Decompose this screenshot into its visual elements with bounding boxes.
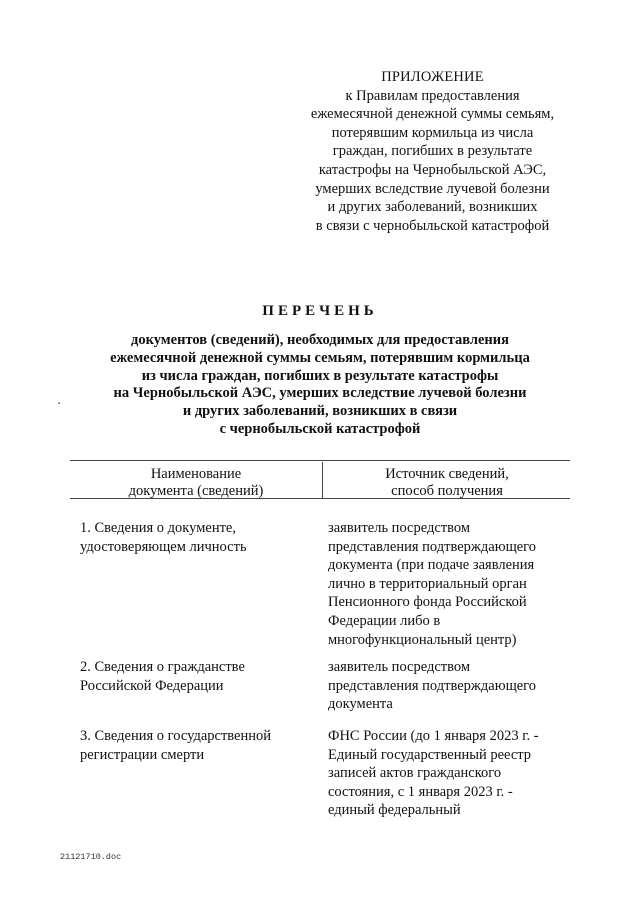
table-row-2-source <box>328 658 578 714</box>
source-cell-line: заявитель посредством <box>328 520 471 536</box>
document-cell-line: 3. Сведения о государственной <box>80 728 272 744</box>
footer-filename: 21121710.doc <box>60 852 122 862</box>
table-row-1-document <box>80 519 310 556</box>
source-cell-line: Федерации либо в <box>328 612 441 629</box>
source-cell-line: Единый государственный реестр <box>328 746 532 763</box>
subtitle-line: с чернобыльской катастрофой <box>219 420 421 437</box>
subtitle-line: и других заболеваний, возникших в связи <box>182 403 458 420</box>
appendix-line: потерявшим кормильца из числа <box>331 124 534 141</box>
column-header-document <box>70 466 322 500</box>
appendix-line: умерших вследствие лучевой болезни <box>315 180 550 197</box>
source-cell-line: представления подтверждающего <box>328 677 537 694</box>
column-header-line: Источник сведений, <box>385 466 509 482</box>
table-row-1-source <box>328 519 578 649</box>
source-cell-line: документа <box>328 696 393 713</box>
appendix-block <box>300 68 565 235</box>
source-cell-line: заявитель посредством <box>328 659 471 675</box>
source-cell-line: документа (при подаче заявления <box>328 557 535 574</box>
appendix-line: к Правилам предоставления <box>345 87 520 104</box>
table-header-rule <box>70 498 570 499</box>
table-column-divider <box>322 462 323 498</box>
document-cell-line: 2. Сведения о гражданстве <box>80 659 245 675</box>
source-cell-line: многофункциональный центр) <box>328 631 517 648</box>
appendix-heading: ПРИЛОЖЕНИЕ <box>381 69 484 85</box>
appendix-line: и других заболеваний, возникших <box>327 199 538 216</box>
source-cell-line: представления подтверждающего <box>328 538 537 555</box>
document-subtitle <box>60 332 580 439</box>
subtitle-line: документов (сведений), необходимых для предоставления <box>131 332 509 348</box>
subtitle-line: на Чернобыльской АЭС, умерших вследствие лучевой болезни <box>113 385 527 402</box>
document-cell-line: удостоверяющем личность <box>80 538 247 555</box>
table-row-3-source <box>328 727 578 820</box>
table-top-rule <box>70 460 570 461</box>
appendix-line: граждан, погибших в результате <box>332 143 533 160</box>
appendix-line: в связи с чернобыльской катастрофой <box>315 217 550 234</box>
scan-speck <box>58 402 60 404</box>
document-cell-line: 1. Сведения о документе, <box>80 520 236 536</box>
subtitle-line: ежемесячной денежной суммы семьям, потерявшим кормильца <box>110 349 530 366</box>
column-header-line: Наименование <box>150 466 242 482</box>
column-header-line: документа (сведений) <box>128 483 264 499</box>
document-cell-line: регистрации смерти <box>80 746 205 763</box>
column-header-source <box>324 466 570 500</box>
source-cell-line: Пенсионного фонда Российской <box>328 594 527 611</box>
table-row-3-document <box>80 727 310 764</box>
appendix-line: катастрофы на Чернобыльской АЭС, <box>318 161 547 178</box>
source-cell-line: состояния, с 1 января 2023 г. - <box>328 783 513 800</box>
column-header-line: способ получения <box>391 483 503 499</box>
source-cell-line: единый федеральный <box>328 802 461 819</box>
appendix-line: ежемесячной денежной суммы семьям, <box>310 106 555 123</box>
subtitle-line: из числа граждан, погибших в результате катастрофы <box>141 367 499 384</box>
document-title: ПЕРЕЧЕНЬ <box>262 303 378 319</box>
document-cell-line: Российской Федерации <box>80 677 224 694</box>
source-cell-line: лично в территориальный орган <box>328 575 527 592</box>
source-cell-line: записей актов гражданского <box>328 765 502 782</box>
table-row-2-document <box>80 658 310 695</box>
source-cell-line: ФНС России (до 1 января 2023 г. - <box>328 728 539 744</box>
